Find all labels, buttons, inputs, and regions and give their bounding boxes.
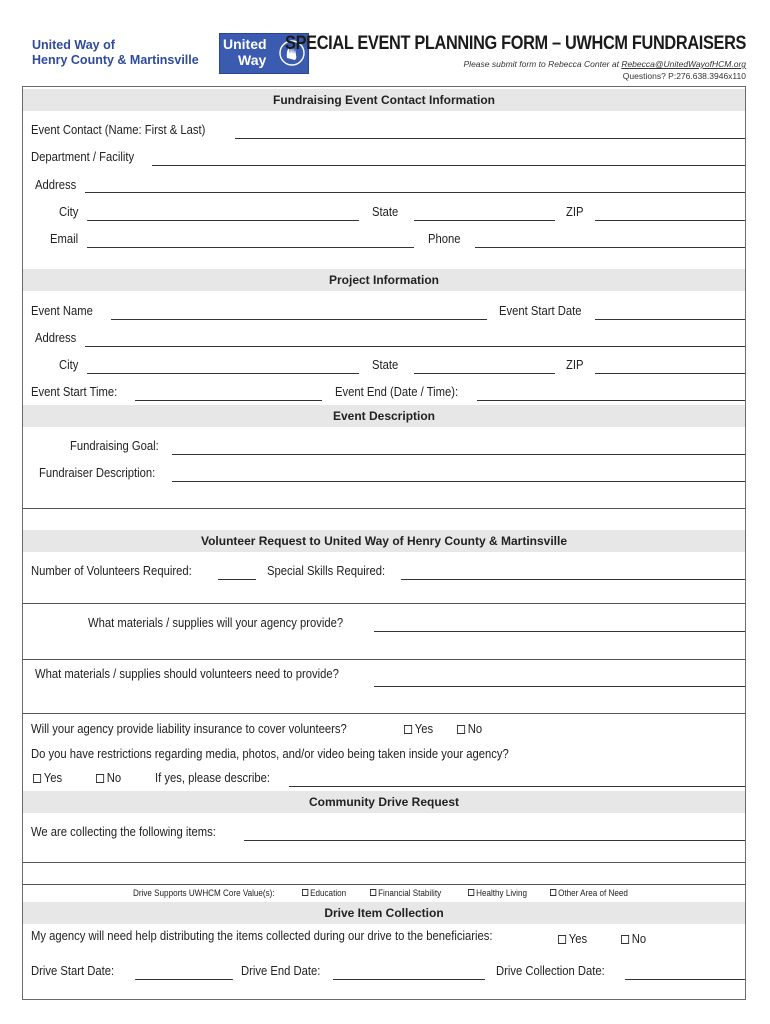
help-no-checkbox[interactable] (621, 935, 629, 944)
start-time-label: Event Start Time: (31, 385, 118, 399)
section-header-volunteer: Volunteer Request to United Way of Henry County & Martinsville (23, 530, 745, 552)
logo-text-1: United (223, 36, 267, 52)
volunteer-materials-line-2[interactable] (23, 713, 745, 714)
org-name (32, 38, 199, 68)
project-address-field[interactable] (85, 346, 745, 347)
contact-state-label: State (372, 205, 399, 219)
phone-label: Phone (428, 232, 461, 246)
value-health-label: Healthy Living (476, 888, 527, 898)
event-contact-label: Event Contact (Name: First & Last) (31, 123, 206, 137)
submit-prefix: Please submit form to Rebecca Conter at (463, 59, 622, 69)
project-city-label: City (59, 358, 79, 372)
event-contact-field[interactable] (235, 138, 745, 139)
agency-materials-line-2[interactable] (23, 659, 745, 660)
value-other-label: Other Area of Need (558, 888, 628, 898)
fundraiser-desc-label: Fundraiser Description: (39, 466, 156, 480)
drive-collection-label: Drive Collection Date: (496, 964, 605, 978)
event-name-field[interactable] (111, 319, 487, 320)
department-label: Department / Facility (31, 150, 135, 164)
section-header-collection: Drive Item Collection (23, 902, 745, 924)
help-yes-label: Yes (568, 932, 588, 946)
volunteer-materials-field[interactable] (374, 686, 745, 687)
media-no-checkbox[interactable] (96, 774, 104, 783)
goal-label: Fundraising Goal: (70, 439, 159, 453)
drive-start-field[interactable] (135, 979, 233, 980)
liability-no-checkbox[interactable] (457, 725, 465, 734)
project-zip-label: ZIP (566, 358, 584, 372)
help-question: My agency will need help distributing the items collected during our drive to the beneficiaries: (31, 929, 493, 943)
value-education-checkbox[interactable] (302, 889, 308, 896)
questions-phone: Questions? P:276.638.3946x110 (622, 71, 746, 81)
collecting-line-3[interactable] (23, 884, 745, 885)
contact-address-field[interactable] (85, 192, 745, 193)
drive-end-field[interactable] (333, 979, 485, 980)
end-time-label: Event End (Date / Time): (335, 385, 459, 399)
value-education-option[interactable] (302, 888, 346, 899)
end-time-field[interactable] (477, 400, 745, 401)
num-volunteers-label: Number of Volunteers Required: (31, 564, 192, 578)
submit-instructions (464, 59, 746, 69)
event-start-date-field[interactable] (595, 319, 745, 320)
drive-end-label: Drive End Date: (241, 964, 321, 978)
help-no-label: No (631, 932, 647, 946)
liability-no-option[interactable] (457, 722, 482, 736)
special-skills-line-2[interactable] (23, 603, 745, 604)
drive-start-label: Drive Start Date: (31, 964, 115, 978)
contact-zip-field[interactable] (595, 220, 745, 221)
org-name-line1: United Way of (32, 38, 115, 52)
event-start-date-label: Event Start Date (499, 304, 582, 318)
describe-label: If yes, please describe: (155, 771, 271, 785)
goal-field[interactable] (172, 454, 745, 455)
section-header-project: Project Information (23, 269, 745, 291)
collecting-field[interactable] (244, 840, 745, 841)
value-health-option[interactable] (468, 888, 527, 899)
drive-collection-field[interactable] (625, 979, 745, 980)
department-field[interactable] (152, 165, 745, 166)
start-time-field[interactable] (135, 400, 322, 401)
media-no-option[interactable] (96, 771, 121, 785)
help-yes-checkbox[interactable] (558, 935, 566, 944)
agency-materials-field[interactable] (374, 631, 745, 632)
submit-email-link[interactable]: Rebecca@UnitedWayofHCM.org (621, 59, 746, 69)
media-yes-checkbox[interactable] (33, 774, 41, 783)
liability-yes-option[interactable] (404, 722, 433, 736)
project-address-label: Address (35, 331, 77, 345)
value-other-checkbox[interactable] (550, 889, 556, 896)
num-volunteers-field[interactable] (218, 579, 256, 580)
special-skills-field[interactable] (401, 579, 745, 580)
value-other-option[interactable] (550, 888, 628, 899)
project-state-field[interactable] (414, 373, 555, 374)
media-yes-option[interactable] (33, 771, 62, 785)
section-header-drive: Community Drive Request (23, 791, 745, 813)
core-values-label: Drive Supports UWHCM Core Value(s): (133, 888, 275, 898)
contact-city-label: City (59, 205, 79, 219)
project-city-field[interactable] (87, 373, 359, 374)
event-name-label: Event Name (31, 304, 93, 318)
media-no-label: No (106, 771, 122, 785)
media-yes-label: Yes (43, 771, 63, 785)
project-zip-field[interactable] (595, 373, 745, 374)
liability-yes-checkbox[interactable] (404, 725, 412, 734)
contact-zip-label: ZIP (566, 205, 584, 219)
section-header-description: Event Description (23, 405, 745, 427)
special-skills-label: Special Skills Required: (267, 564, 386, 578)
phone-field[interactable] (475, 247, 745, 248)
section-header-contact: Fundraising Event Contact Information (23, 89, 745, 111)
liability-question: Will your agency provide liability insurance to cover volunteers? (31, 722, 347, 736)
org-name-line2: Henry County & Martinsville (32, 53, 199, 67)
help-no-option[interactable] (621, 932, 646, 946)
form-title: SPECIAL EVENT PLANNING FORM – UWHCM FUNDRAISERS (284, 33, 746, 54)
fundraiser-desc-line-2[interactable] (23, 508, 745, 509)
volunteer-materials-label: What materials / supplies should volunteers need to provide? (35, 667, 339, 681)
liability-no-label: No (467, 722, 483, 736)
agency-materials-label: What materials / supplies will your agency provide? (88, 616, 344, 630)
media-question: Do you have restrictions regarding media, photos, and/or video being taken inside your agency? (31, 747, 509, 761)
logo-text-2: Way (238, 52, 267, 68)
value-health-checkbox[interactable] (468, 889, 474, 896)
email-label: Email (50, 232, 79, 246)
contact-city-field[interactable] (87, 220, 359, 221)
value-financial-label: Financial Stability (378, 888, 442, 898)
project-state-label: State (372, 358, 399, 372)
help-yes-option[interactable] (558, 932, 587, 946)
collecting-label: We are collecting the following items: (31, 825, 216, 839)
collecting-line-2[interactable] (23, 862, 745, 863)
liability-yes-label: Yes (414, 722, 434, 736)
fundraiser-desc-field[interactable] (172, 481, 745, 482)
contact-address-label: Address (35, 178, 77, 192)
describe-field[interactable] (289, 786, 745, 787)
value-financial-checkbox[interactable] (370, 889, 376, 896)
contact-state-field[interactable] (414, 220, 555, 221)
email-field[interactable] (87, 247, 414, 248)
value-financial-option[interactable] (370, 888, 441, 899)
value-education-label: Education (310, 888, 347, 898)
